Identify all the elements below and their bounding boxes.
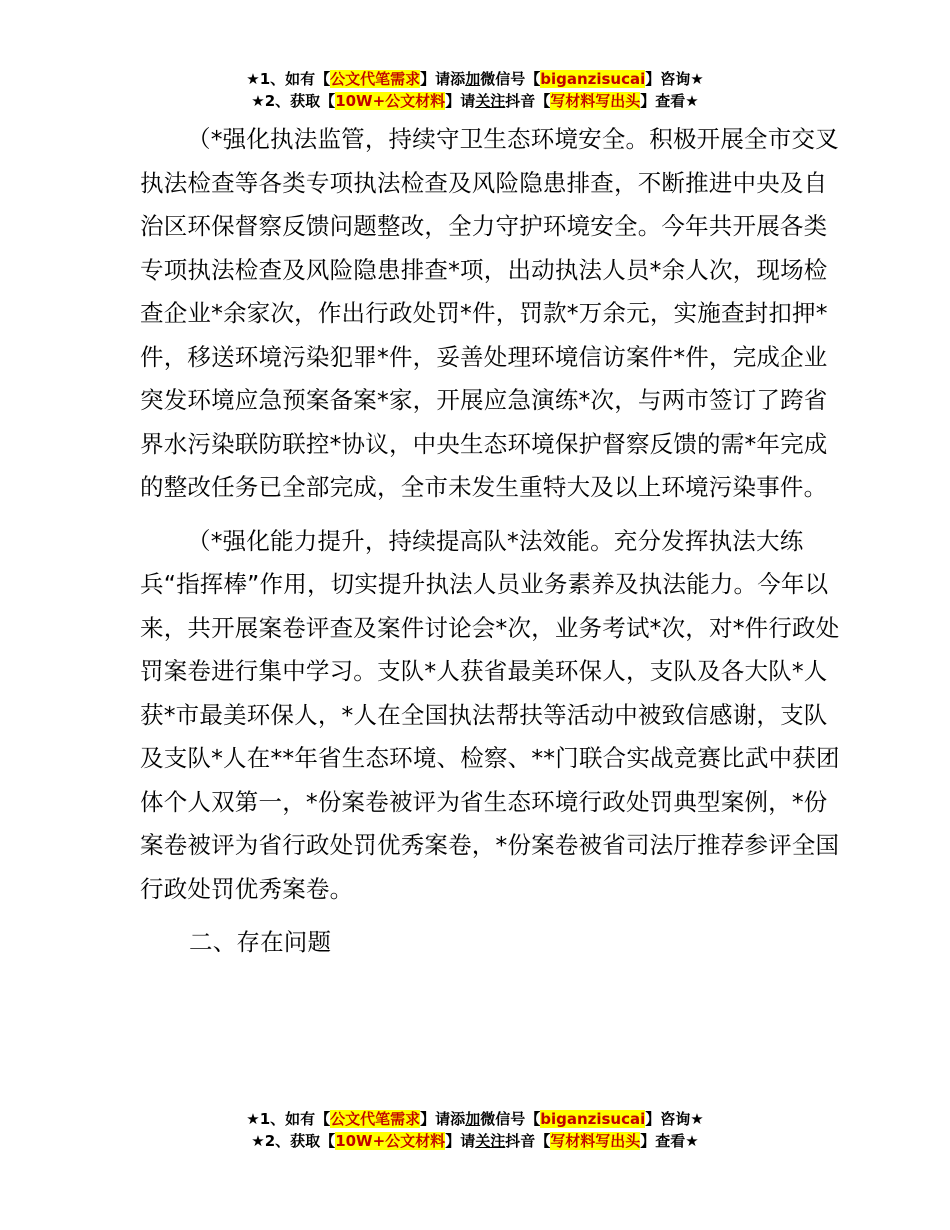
banner-highlight: 10W+公文材料 [335,92,446,110]
banner-line-1 [0,68,950,90]
document-body [140,118,840,965]
banner-text: 抖音【 [505,92,551,110]
banner-line-2 [0,1130,950,1152]
banner-underlined-text: 关注 [475,1132,506,1150]
banner-text: ★2、获取【 [251,1132,336,1150]
wechat-id-highlight: biganzisucai [540,1110,646,1128]
banner-text: 】请 [445,1132,476,1150]
banner-highlight: 公文代笔需求 [330,70,421,88]
banner-text: 】查看★ [640,92,699,110]
paragraph-enforcement: （*强化执法监管，持续守卫生态环境安全。积极开展全市交叉执法检查等各类专项执法检查及风险隐患排查，不断推进中央及自治区环保督察反馈问题整改，全力守护环境安全。今年共开展各类专项执法检查及风险隐患排查*项，出动执法人员*余人次，现场检查企业*余家次，作出行政处罚*件，罚款*万余元，实施查封扣押*件，移送环境污染犯罪*件，妥善处理环境信访案件*件，完成企业突发环境应急预案备案*家，开展应急演练*次，与两市签订了跨省界水污染联防联控*协议，中央生态环境保护督察反馈的需*年完成的整改任务已全部完成，全市未发生重特大及以上环境污染事件。 [140,125,839,501]
douyin-account-highlight: 写材料写出头 [550,92,641,110]
footer-banner [0,1108,950,1152]
banner-text: 】咨询★ [645,1110,704,1128]
banner-highlight: 10W+公文材料 [335,1132,446,1150]
banner-underlined-text: 关注 [475,92,506,110]
paragraph-capacity: （*强化能力提升，持续提高队*法效能。充分发挥执法大练兵“指挥棒”作用，切实提升执法人员业务素养及执法能力。今年以来，共开展案卷评查及案件讨论会*次，业务考试*次，对*件行政处罚案卷进行集中学习。支队*人获省最美环保人，支队及各大队*人获*市最美环保人，*人在全国执法帮扶等活动中被致信感谢，支队及支队*人在**年省生态环境、检察、**门联合实战竞赛比武中获团体个人双第一，*份案卷被评为省生态环境行政处罚典型案例，*份案卷被评为省行政处罚优秀案卷，*份案卷被省司法厅推荐参评全国行政处罚优秀案卷。 [140,526,840,903]
banner-text: ★2、获取【 [251,92,336,110]
banner-line-2 [0,90,950,112]
douyin-account-highlight: 写材料写出头 [550,1132,641,1150]
header-banner [0,68,950,112]
banner-highlight: 公文代笔需求 [330,1110,421,1128]
banner-underlined-text: 加 [465,70,481,88]
banner-text: 】查看★ [640,1132,699,1150]
wechat-id-highlight: biganzisucai [540,70,646,88]
banner-text: ★1、如有【 [246,1110,331,1128]
banner-underlined-text: 加 [465,1110,481,1128]
banner-text: 抖音【 [505,1132,551,1150]
banner-text: 】请 [445,92,476,110]
banner-text: 微信号【 [480,70,541,88]
section-heading: 二、存在问题 [189,928,332,956]
banner-text: 微信号【 [480,1110,541,1128]
banner-text: 】请添 [420,70,466,88]
banner-text: ★1、如有【 [246,70,331,88]
banner-text: 】请添 [420,1110,466,1128]
banner-line-1 [0,1108,950,1130]
banner-text: 】咨询★ [645,70,704,88]
